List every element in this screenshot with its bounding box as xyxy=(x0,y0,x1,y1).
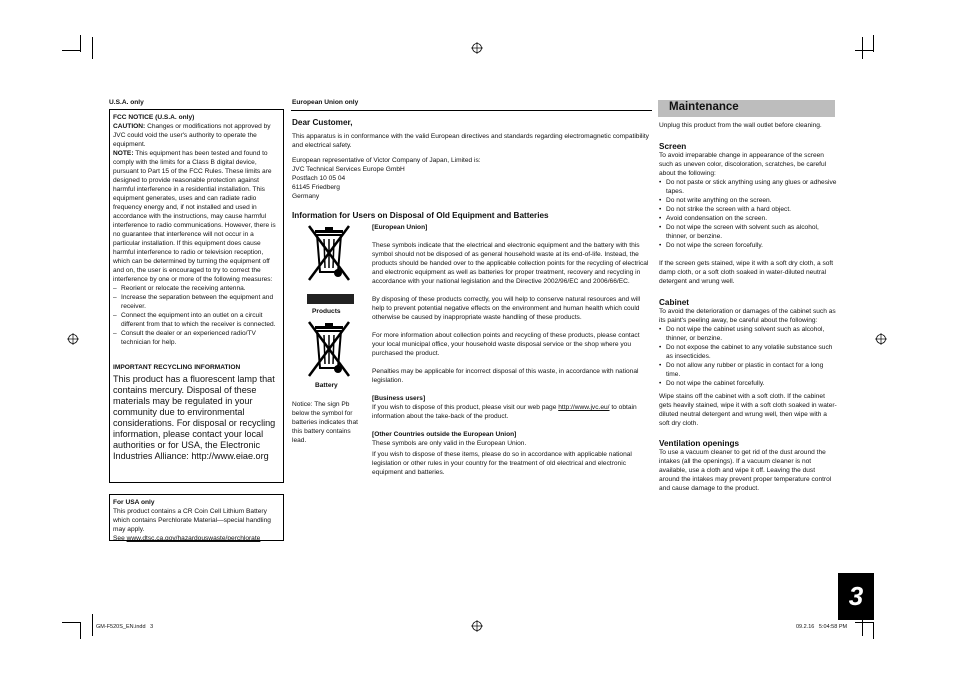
crop-mark xyxy=(80,35,81,52)
eu-representative xyxy=(292,156,652,201)
list-item: – Reorient or relocate the receiving antenna. xyxy=(113,284,280,293)
dear-customer: Dear Customer, xyxy=(292,118,353,127)
eu-head: [European Union] xyxy=(372,224,428,231)
fcc-notice-box xyxy=(109,109,284,483)
fcc-title: FCC NOTICE (U.S.A. only) xyxy=(113,114,195,121)
maintenance-header xyxy=(658,100,835,117)
crossed-bin-icon xyxy=(305,320,353,380)
crop-mark xyxy=(873,35,874,52)
rep-line: Germany xyxy=(292,193,320,200)
list-item: • Do not wipe the screen with solvent such as alcohol, thinner, or benzine. xyxy=(659,223,837,241)
list-item: • Avoid condensation on the screen. xyxy=(659,214,837,223)
registration-mark-icon xyxy=(471,42,483,54)
crop-mark xyxy=(855,622,874,623)
perchlorate-link[interactable]: www.dtsc.ca.gov/hazardouswaste/perchlorate xyxy=(126,535,261,542)
eu-paragraph: For more information about collection points and recycling of these products, please contact your local municipal office, your household waste disposal service or the shop where you purchased the product. xyxy=(372,332,640,357)
crop-mark xyxy=(80,622,81,639)
products-label: Products xyxy=(312,308,341,315)
business-paragraph xyxy=(372,403,653,421)
ventilation-title: Ventilation openings xyxy=(659,439,740,448)
eu-paragraph: By disposing of these products correctly, you will help to conserve natural resources and will help to prevent potential negative effects on the environment and human health which could otherwise be caused by inappropriate waste handling of these products. xyxy=(372,296,641,321)
interference-measures-list xyxy=(113,284,280,347)
business-text: to obtain information about the take-back of the product. xyxy=(372,404,637,420)
other-paragraph: These symbols are only valid in the European Union. xyxy=(372,440,527,447)
other-countries-head: [Other Countries outside the European Union] xyxy=(372,431,517,438)
crop-mark xyxy=(92,37,93,59)
crop-mark xyxy=(862,37,863,59)
cabinet-text: To avoid the deterioration or damages of the cabinet such as its paint's peeling away, be careful about the following: xyxy=(659,308,836,324)
usa-section-label: U.S.A. only xyxy=(109,99,144,106)
divider xyxy=(291,110,652,111)
maintenance-body xyxy=(659,121,837,493)
note-text: This equipment has been tested and found to comply with the limits for a Class B digital device, pursuant to Part 15 of the FCC Rules. These limits are designed to provide reasonable protection against harmful interference in a residential installation. This equipment generates, uses and can radiate radio frequency energy and, if not installed and used in accordance with the instructions, may cause harmful interference to radio communications. However, there is no guarantee that interference will not occur in a particular installation. If this equipment does cause harmful interference to radio or television reception, which can be determined by turning the equipment off and on, the user is encouraged to try to correct the interference by one or more of the following measures: xyxy=(113,150,276,283)
perchlorate-box xyxy=(109,494,284,541)
eu-paragraph: Penalties may be applicable for incorrect disposal of this waste, in accordance with national legislation. xyxy=(372,368,639,384)
usa-only-text: This product contains a CR Coin Cell Lithium Battery which contains Perchlorate Material—special handling may apply. xyxy=(113,508,271,533)
disposal-title: Information for Users on Disposal of Old Equipment and Batteries xyxy=(292,211,549,220)
list-item: – Connect the equipment into an outlet on a circuit different from that to which the receiver is connected. xyxy=(113,311,280,329)
list-item: – Increase the separation between the equipment and receiver. xyxy=(113,293,280,311)
battery-label: Battery xyxy=(315,382,338,389)
rep-line: Postfach 10 05 04 xyxy=(292,175,346,182)
see-label: See xyxy=(113,535,127,542)
cabinet-list xyxy=(659,325,837,388)
crop-mark xyxy=(855,50,874,51)
rep-line: JVC Technical Services Europe GmbH xyxy=(292,166,405,173)
registration-mark-icon xyxy=(875,333,887,345)
list-item: • Do not wipe the cabinet using solvent such as alcohol, thinner, or benzine. xyxy=(659,325,837,343)
maintenance-intro: Unplug this product from the wall outlet before cleaning. xyxy=(659,122,822,129)
cabinet-title: Cabinet xyxy=(659,298,690,307)
note-label: NOTE: xyxy=(113,150,134,157)
footer-timestamp: 09.2.16 5:04:58 PM xyxy=(796,624,848,630)
cabinet-after: Wipe stains off the cabinet with a soft cloth. If the cabinet gets heavily stained, wipe it with a soft cloth soaked in water-diluted neutral detergent and wrung well, then wipe with a soft dry cloth. xyxy=(659,393,837,427)
recycling-text: This product has a fluorescent lamp that contains mercury. Disposal of these materials may be regulated in your community due to environmental considerations. For disposal or recycling information, please contact your local authorities or for USA, the Electronic Industries Alliance: http://www.eiae.org xyxy=(113,374,276,461)
recycling-title: IMPORTANT RECYCLING INFORMATION xyxy=(113,364,241,371)
screen-after: If the screen gets stained, wipe it with a soft dry cloth, a soft damp cloth, or a soft cloth soaked in water-diluted neutral detergent and wrung well. xyxy=(659,260,834,285)
note-paragraph xyxy=(113,149,280,284)
rep-line: 61145 Friedberg xyxy=(292,184,340,191)
eu-disposal-text xyxy=(372,223,653,477)
see-paragraph xyxy=(113,534,280,543)
registration-mark-icon xyxy=(471,620,483,632)
crop-mark xyxy=(873,622,874,639)
screen-list xyxy=(659,178,837,250)
eu-paragraph: These symbols indicate that the electrical and electronic equipment and the battery with this symbol should not be disposed of as general household waste at its end-of-life. Instead, the products should be handed over to the applicable collection points for the recycling of electrical and electronic equipment as well as batteries for proper treatment, recovery and recycling in accordance with your national legislation and the Directive 2002/96/EC and 2006/66/EC. xyxy=(372,242,649,285)
jvc-eu-link[interactable]: http://www.jvc.eu/ xyxy=(558,404,610,411)
crop-mark xyxy=(62,50,81,51)
maintenance-title: Maintenance xyxy=(669,101,739,113)
list-item: • Do not wipe the screen forcefully. xyxy=(659,241,837,250)
crop-mark xyxy=(92,614,93,636)
other-paragraph: If you wish to dispose of these items, please do so in accordance with applicable national legislation or other rules in your country for the treatment of old electrical and electronic equipment and batteries. xyxy=(372,451,632,476)
caution-paragraph xyxy=(113,122,280,149)
list-item: • Do not expose the cabinet to any volatile substance such as insecticides. xyxy=(659,343,837,361)
caution-text: Changes or modifications not approved by JVC could void the user's authority to operate the equipment. xyxy=(113,123,271,148)
list-item: • Do not wipe the cabinet forcefully. xyxy=(659,379,837,388)
business-text: If you wish to dispose of this product, please visit our web page xyxy=(372,404,559,411)
footer-filename: GM-F520S_EN.indd 3 xyxy=(96,624,154,630)
eu-section-label: European Union only xyxy=(292,99,359,106)
list-item: • Do not strike the screen with a hard object. xyxy=(659,205,837,214)
registration-mark-icon xyxy=(67,333,79,345)
list-item: – Consult the dealer or an experienced radio/TV technician for help. xyxy=(113,329,280,347)
ventilation-text: To use a vacuum cleaner to get rid of the dust around the intakes (all the openings). If a vacuum cleaner is not available, use a cloth and wipe it off. Leaving the dust around the intakes may prevent proper temperature control and cause damage to the product. xyxy=(659,449,832,492)
screen-title: Screen xyxy=(659,142,687,151)
list-item: • Do not allow any rubber or plastic in contact for a long time. xyxy=(659,361,837,379)
business-head: [Business users] xyxy=(372,395,426,402)
crossed-bin-icon xyxy=(305,224,353,284)
eu-intro-text: This apparatus is in conformance with the valid European directives and standards regarding electromagnetic compatibility and electrical safety. xyxy=(292,133,649,149)
eu-intro xyxy=(292,118,652,201)
screen-text: To avoid irreparable change in appearance of the screen such as uneven color, discoloration, scratches, be careful about the following: xyxy=(659,152,827,177)
black-bar xyxy=(307,294,354,304)
list-item: • Do not write anything on the screen. xyxy=(659,196,837,205)
usa-only-title: For USA only xyxy=(113,499,155,506)
list-item: • Do not paste or stick anything using any glues or adhesive tapes. xyxy=(659,178,837,196)
crop-mark xyxy=(62,622,81,623)
page-number: 3 xyxy=(838,573,874,620)
pb-notice: Notice: The sign Pb below the symbol for batteries indicates that this battery contains lead. xyxy=(292,401,358,444)
caution-label: CAUTION: xyxy=(113,123,146,130)
rep-line: European representative of Victor Company of Japan, Limited is: xyxy=(292,157,481,164)
